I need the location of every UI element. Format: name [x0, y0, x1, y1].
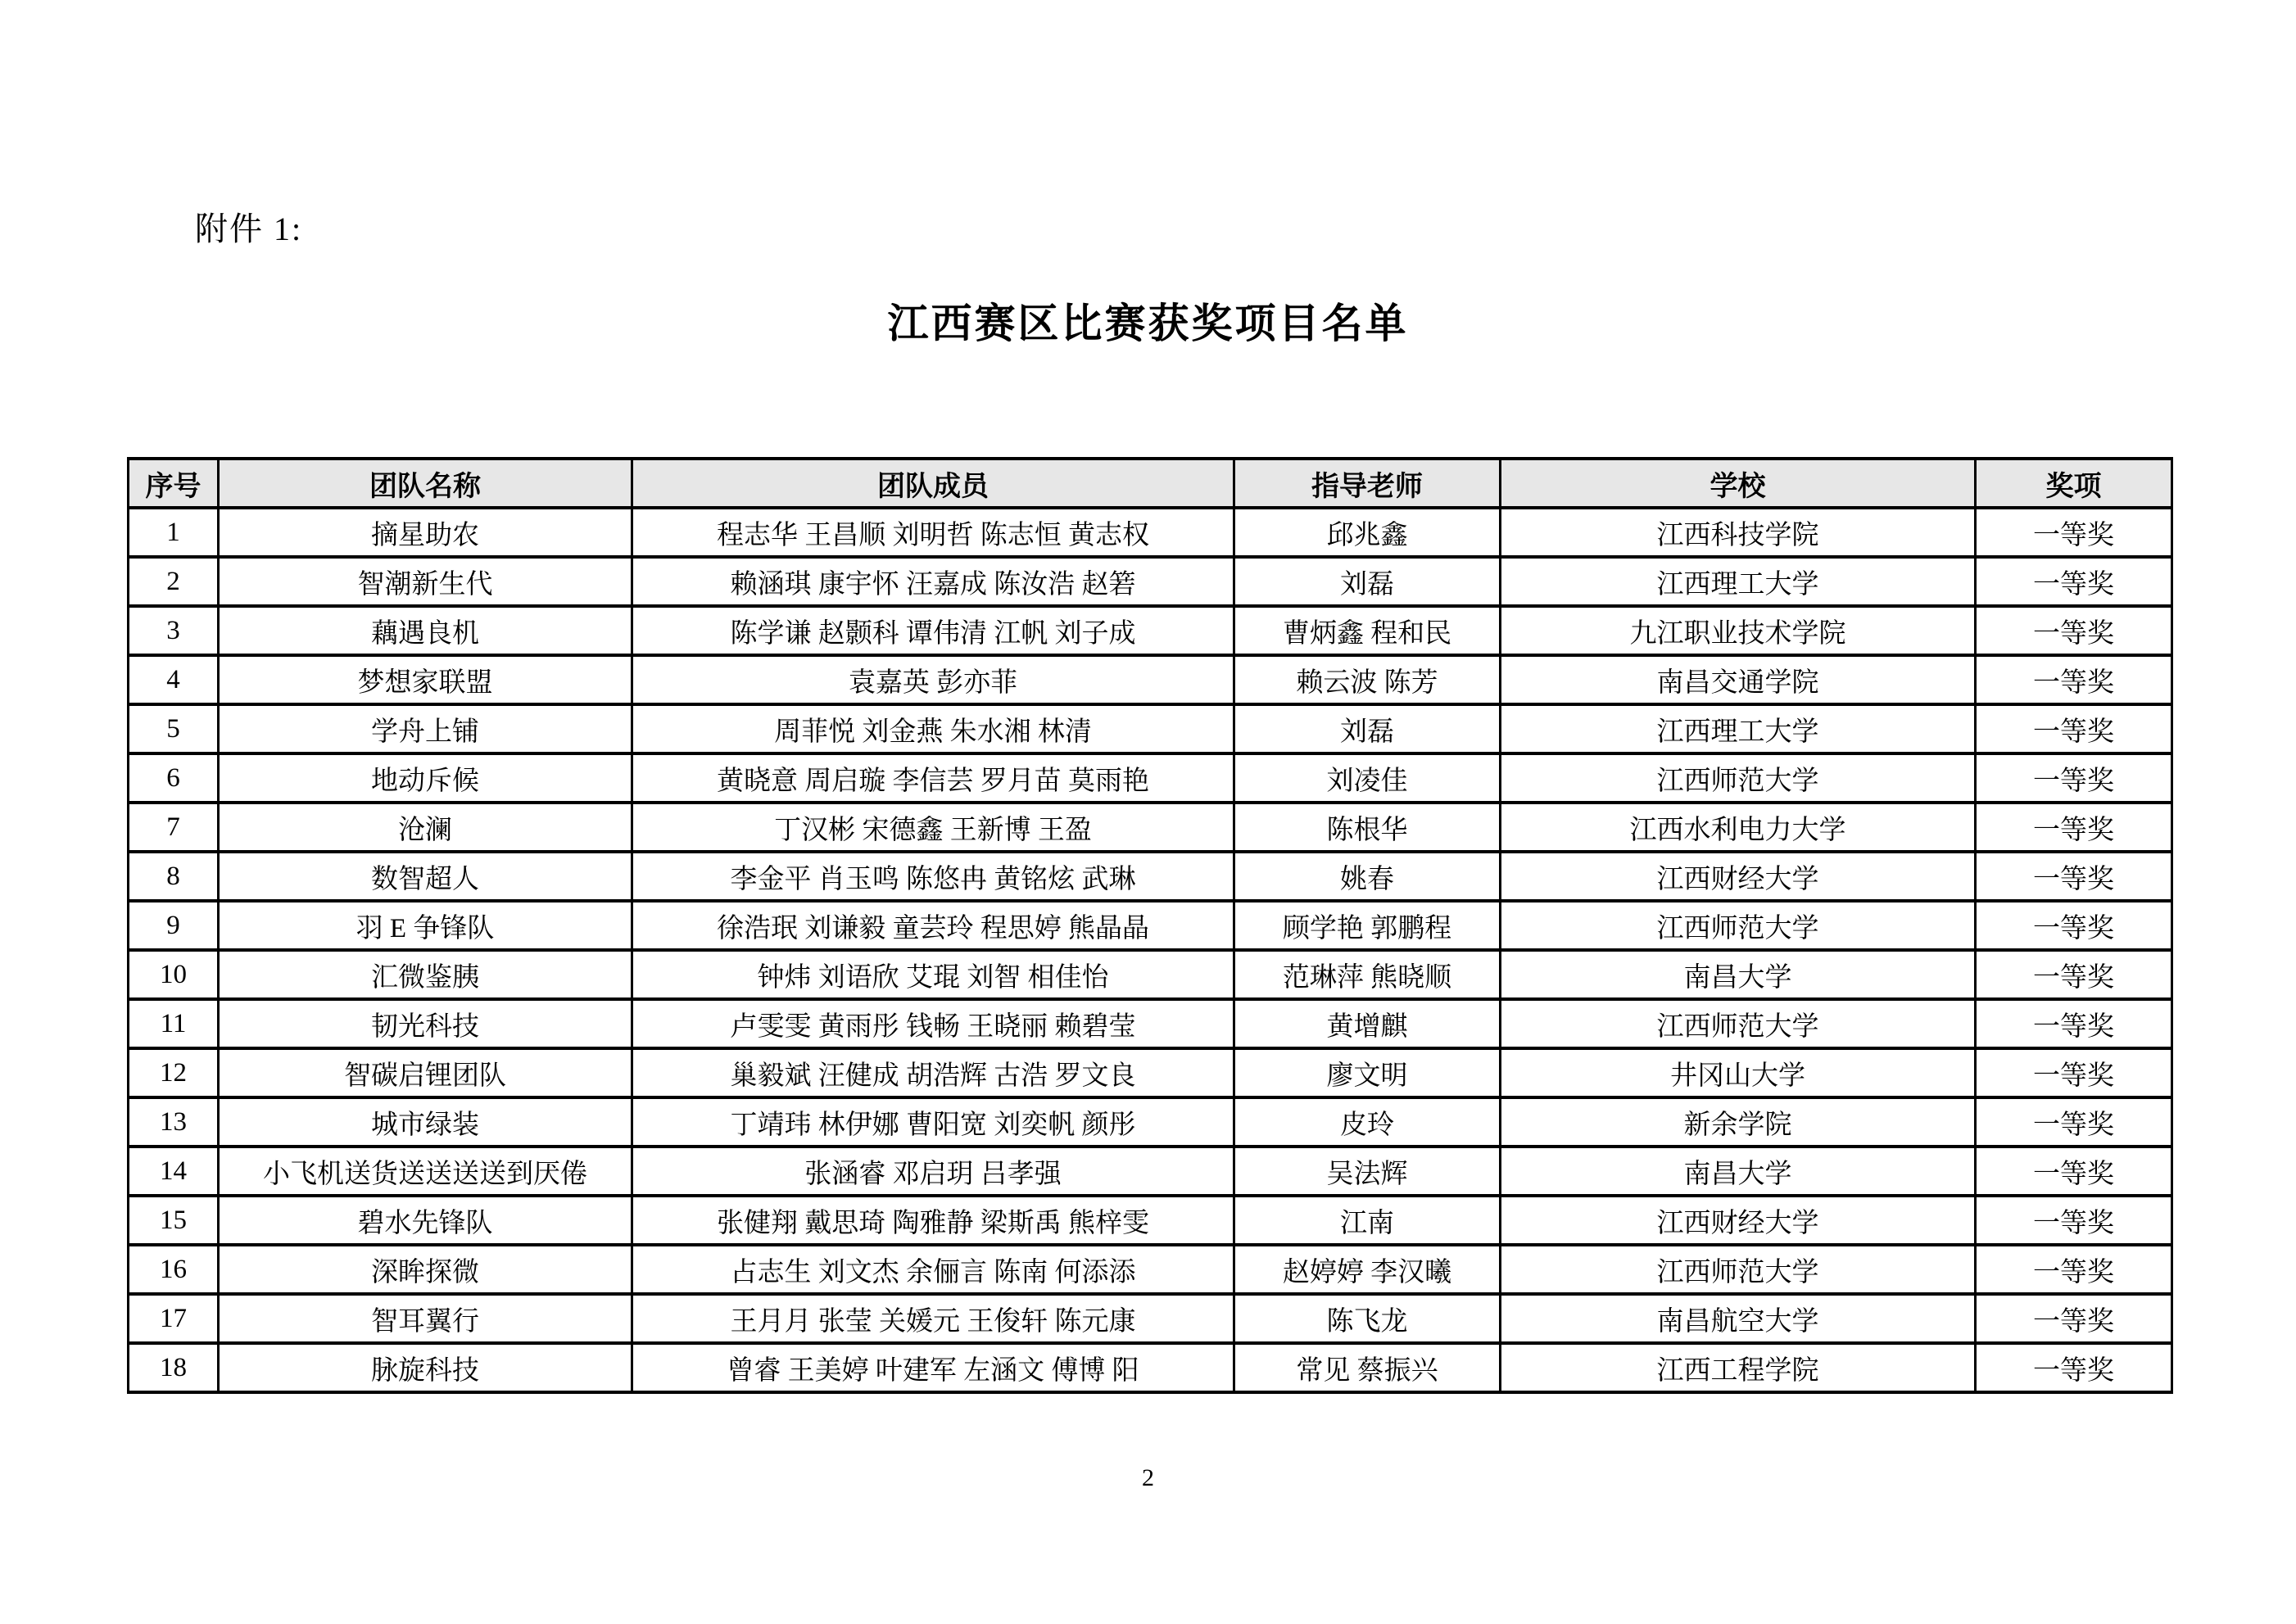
- cell-team-name: 智潮新生代: [219, 557, 632, 606]
- column-header-advisor: 指导老师: [1234, 459, 1501, 508]
- cell-members: 黄晓意 周启璇 李信芸 罗月苗 莫雨艳: [632, 753, 1234, 803]
- cell-members: 袁嘉英 彭亦菲: [632, 655, 1234, 704]
- cell-school: 江西工程学院: [1501, 1343, 1976, 1392]
- cell-advisor: 刘凌佳: [1234, 753, 1501, 803]
- cell-team-name: 深眸探微: [219, 1245, 632, 1294]
- table-row: [129, 1048, 2172, 1097]
- cell-index: 2: [129, 557, 219, 606]
- cell-team-name: 韧光科技: [219, 999, 632, 1048]
- cell-team-name: 羽 E 争锋队: [219, 901, 632, 950]
- cell-advisor: 吴法辉: [1234, 1147, 1501, 1196]
- cell-school: 江西水利电力大学: [1501, 803, 1976, 852]
- cell-advisor: 陈飞龙: [1234, 1294, 1501, 1343]
- cell-award: 一等奖: [1976, 606, 2172, 655]
- table-row: [129, 557, 2172, 606]
- cell-award: 一等奖: [1976, 950, 2172, 999]
- cell-index: 7: [129, 803, 219, 852]
- cell-award: 一等奖: [1976, 1245, 2172, 1294]
- cell-advisor: 皮玲: [1234, 1097, 1501, 1147]
- cell-team-name: 沧澜: [219, 803, 632, 852]
- cell-members: 丁靖玮 林伊娜 曹阳宽 刘奕帆 颜彤: [632, 1097, 1234, 1147]
- table-body: [129, 508, 2172, 1392]
- cell-advisor: 刘磊: [1234, 704, 1501, 753]
- table-row: [129, 655, 2172, 704]
- cell-members: 徐浩珉 刘谦毅 童芸玲 程思婷 熊晶晶: [632, 901, 1234, 950]
- cell-award: 一等奖: [1976, 901, 2172, 950]
- cell-award: 一等奖: [1976, 803, 2172, 852]
- cell-members: 钟炜 刘语欣 艾琨 刘智 相佳怡: [632, 950, 1234, 999]
- table-row: [129, 508, 2172, 557]
- cell-members: 占志生 刘文杰 余俪言 陈南 何添添: [632, 1245, 1234, 1294]
- cell-award: 一等奖: [1976, 1196, 2172, 1245]
- cell-advisor: 邱兆鑫: [1234, 508, 1501, 557]
- cell-index: 12: [129, 1048, 219, 1097]
- cell-team-name: 碧水先锋队: [219, 1196, 632, 1245]
- cell-school: 南昌大学: [1501, 950, 1976, 999]
- cell-members: 曾睿 王美婷 叶建军 左涵文 傅博 阳: [632, 1343, 1234, 1392]
- cell-advisor: 黄增麒: [1234, 999, 1501, 1048]
- cell-school: 新余学院: [1501, 1097, 1976, 1147]
- column-header-school: 学校: [1501, 459, 1976, 508]
- cell-award: 一等奖: [1976, 1048, 2172, 1097]
- cell-award: 一等奖: [1976, 852, 2172, 901]
- cell-school: 江西财经大学: [1501, 852, 1976, 901]
- cell-school: 井冈山大学: [1501, 1048, 1976, 1097]
- cell-award: 一等奖: [1976, 1294, 2172, 1343]
- cell-members: 巢毅斌 汪健成 胡浩辉 古浩 罗文良: [632, 1048, 1234, 1097]
- cell-team-name: 学舟上铺: [219, 704, 632, 753]
- cell-advisor: 赵婷婷 李汉曦: [1234, 1245, 1501, 1294]
- awards-table: [127, 457, 2173, 1394]
- cell-advisor: 刘磊: [1234, 557, 1501, 606]
- cell-index: 5: [129, 704, 219, 753]
- cell-index: 9: [129, 901, 219, 950]
- cell-award: 一等奖: [1976, 1097, 2172, 1147]
- cell-advisor: 江南: [1234, 1196, 1501, 1245]
- cell-index: 16: [129, 1245, 219, 1294]
- cell-award: 一等奖: [1976, 704, 2172, 753]
- cell-school: 江西理工大学: [1501, 704, 1976, 753]
- table-row: [129, 901, 2172, 950]
- table-row: [129, 606, 2172, 655]
- cell-members: 李金平 肖玉鸣 陈悠冉 黄铭炫 武琳: [632, 852, 1234, 901]
- cell-team-name: 梦想家联盟: [219, 655, 632, 704]
- cell-school: 南昌大学: [1501, 1147, 1976, 1196]
- cell-advisor: 廖文明: [1234, 1048, 1501, 1097]
- cell-team-name: 智耳翼行: [219, 1294, 632, 1343]
- cell-team-name: 智碳启锂团队: [219, 1048, 632, 1097]
- cell-members: 王月月 张莹 关媛元 王俊轩 陈元康: [632, 1294, 1234, 1343]
- cell-members: 陈学谦 赵颢科 谭伟清 江帆 刘子成: [632, 606, 1234, 655]
- cell-award: 一等奖: [1976, 999, 2172, 1048]
- table-row: [129, 803, 2172, 852]
- column-header-index: 序号: [129, 459, 219, 508]
- cell-members: 程志华 王昌顺 刘明哲 陈志恒 黄志权: [632, 508, 1234, 557]
- cell-team-name: 脉旋科技: [219, 1343, 632, 1392]
- cell-index: 18: [129, 1343, 219, 1392]
- cell-advisor: 赖云波 陈芳: [1234, 655, 1501, 704]
- cell-school: 江西理工大学: [1501, 557, 1976, 606]
- page-number: 2: [1142, 1464, 1154, 1491]
- cell-school: 江西科技学院: [1501, 508, 1976, 557]
- table-row: [129, 950, 2172, 999]
- column-header-members: 团队成员: [632, 459, 1234, 508]
- table-row: [129, 1097, 2172, 1147]
- cell-school: 江西师范大学: [1501, 1245, 1976, 1294]
- cell-index: 17: [129, 1294, 219, 1343]
- cell-index: 1: [129, 508, 219, 557]
- cell-members: 卢雯雯 黄雨彤 钱畅 王晓丽 赖碧莹: [632, 999, 1234, 1048]
- cell-members: 赖涵琪 康宇怀 汪嘉成 陈汝浩 赵箬: [632, 557, 1234, 606]
- table-row: [129, 1196, 2172, 1245]
- cell-index: 13: [129, 1097, 219, 1147]
- cell-school: 南昌交通学院: [1501, 655, 1976, 704]
- cell-advisor: 姚春: [1234, 852, 1501, 901]
- column-header-team-name: 团队名称: [219, 459, 632, 508]
- table-row: [129, 999, 2172, 1048]
- cell-team-name: 藕遇良机: [219, 606, 632, 655]
- table-row: [129, 852, 2172, 901]
- cell-index: 10: [129, 950, 219, 999]
- cell-members: 张健翔 戴思琦 陶雅静 梁斯禹 熊梓雯: [632, 1196, 1234, 1245]
- cell-school: 江西师范大学: [1501, 999, 1976, 1048]
- cell-advisor: 范琳萍 熊晓顺: [1234, 950, 1501, 999]
- cell-team-name: 地动斥候: [219, 753, 632, 803]
- cell-school: 江西师范大学: [1501, 753, 1976, 803]
- table-row: [129, 704, 2172, 753]
- cell-advisor: 陈根华: [1234, 803, 1501, 852]
- cell-advisor: 曹炳鑫 程和民: [1234, 606, 1501, 655]
- cell-award: 一等奖: [1976, 1147, 2172, 1196]
- table-row: [129, 1245, 2172, 1294]
- table-row: [129, 1343, 2172, 1392]
- attachment-label: 附件 1:: [195, 210, 303, 247]
- cell-index: 6: [129, 753, 219, 803]
- column-header-award: 奖项: [1976, 459, 2172, 508]
- cell-index: 3: [129, 606, 219, 655]
- cell-award: 一等奖: [1976, 753, 2172, 803]
- table-header: [129, 459, 2172, 508]
- table-header-row: [129, 459, 2172, 508]
- cell-team-name: 摘星助农: [219, 508, 632, 557]
- cell-advisor: 常见 蔡振兴: [1234, 1343, 1501, 1392]
- table-row: [129, 753, 2172, 803]
- cell-team-name: 城市绿装: [219, 1097, 632, 1147]
- page-title: 江西赛区比赛获奖项目名单: [887, 301, 1409, 346]
- cell-members: 张涵睿 邓启玥 吕孝强: [632, 1147, 1234, 1196]
- cell-team-name: 小飞机送货送送送送到厌倦: [219, 1147, 632, 1196]
- cell-index: 8: [129, 852, 219, 901]
- cell-award: 一等奖: [1976, 1343, 2172, 1392]
- cell-members: 周菲悦 刘金燕 朱水湘 林清: [632, 704, 1234, 753]
- cell-index: 14: [129, 1147, 219, 1196]
- cell-members: 丁汉彬 宋德鑫 王新博 王盈: [632, 803, 1234, 852]
- cell-index: 4: [129, 655, 219, 704]
- cell-index: 15: [129, 1196, 219, 1245]
- cell-index: 11: [129, 999, 219, 1048]
- cell-team-name: 数智超人: [219, 852, 632, 901]
- cell-team-name: 汇微鉴胰: [219, 950, 632, 999]
- cell-school: 九江职业技术学院: [1501, 606, 1976, 655]
- table-row: [129, 1147, 2172, 1196]
- cell-award: 一等奖: [1976, 557, 2172, 606]
- cell-school: 江西财经大学: [1501, 1196, 1976, 1245]
- table-row: [129, 1294, 2172, 1343]
- cell-award: 一等奖: [1976, 655, 2172, 704]
- cell-school: 南昌航空大学: [1501, 1294, 1976, 1343]
- cell-advisor: 顾学艳 郭鹏程: [1234, 901, 1501, 950]
- cell-school: 江西师范大学: [1501, 901, 1976, 950]
- cell-award: 一等奖: [1976, 508, 2172, 557]
